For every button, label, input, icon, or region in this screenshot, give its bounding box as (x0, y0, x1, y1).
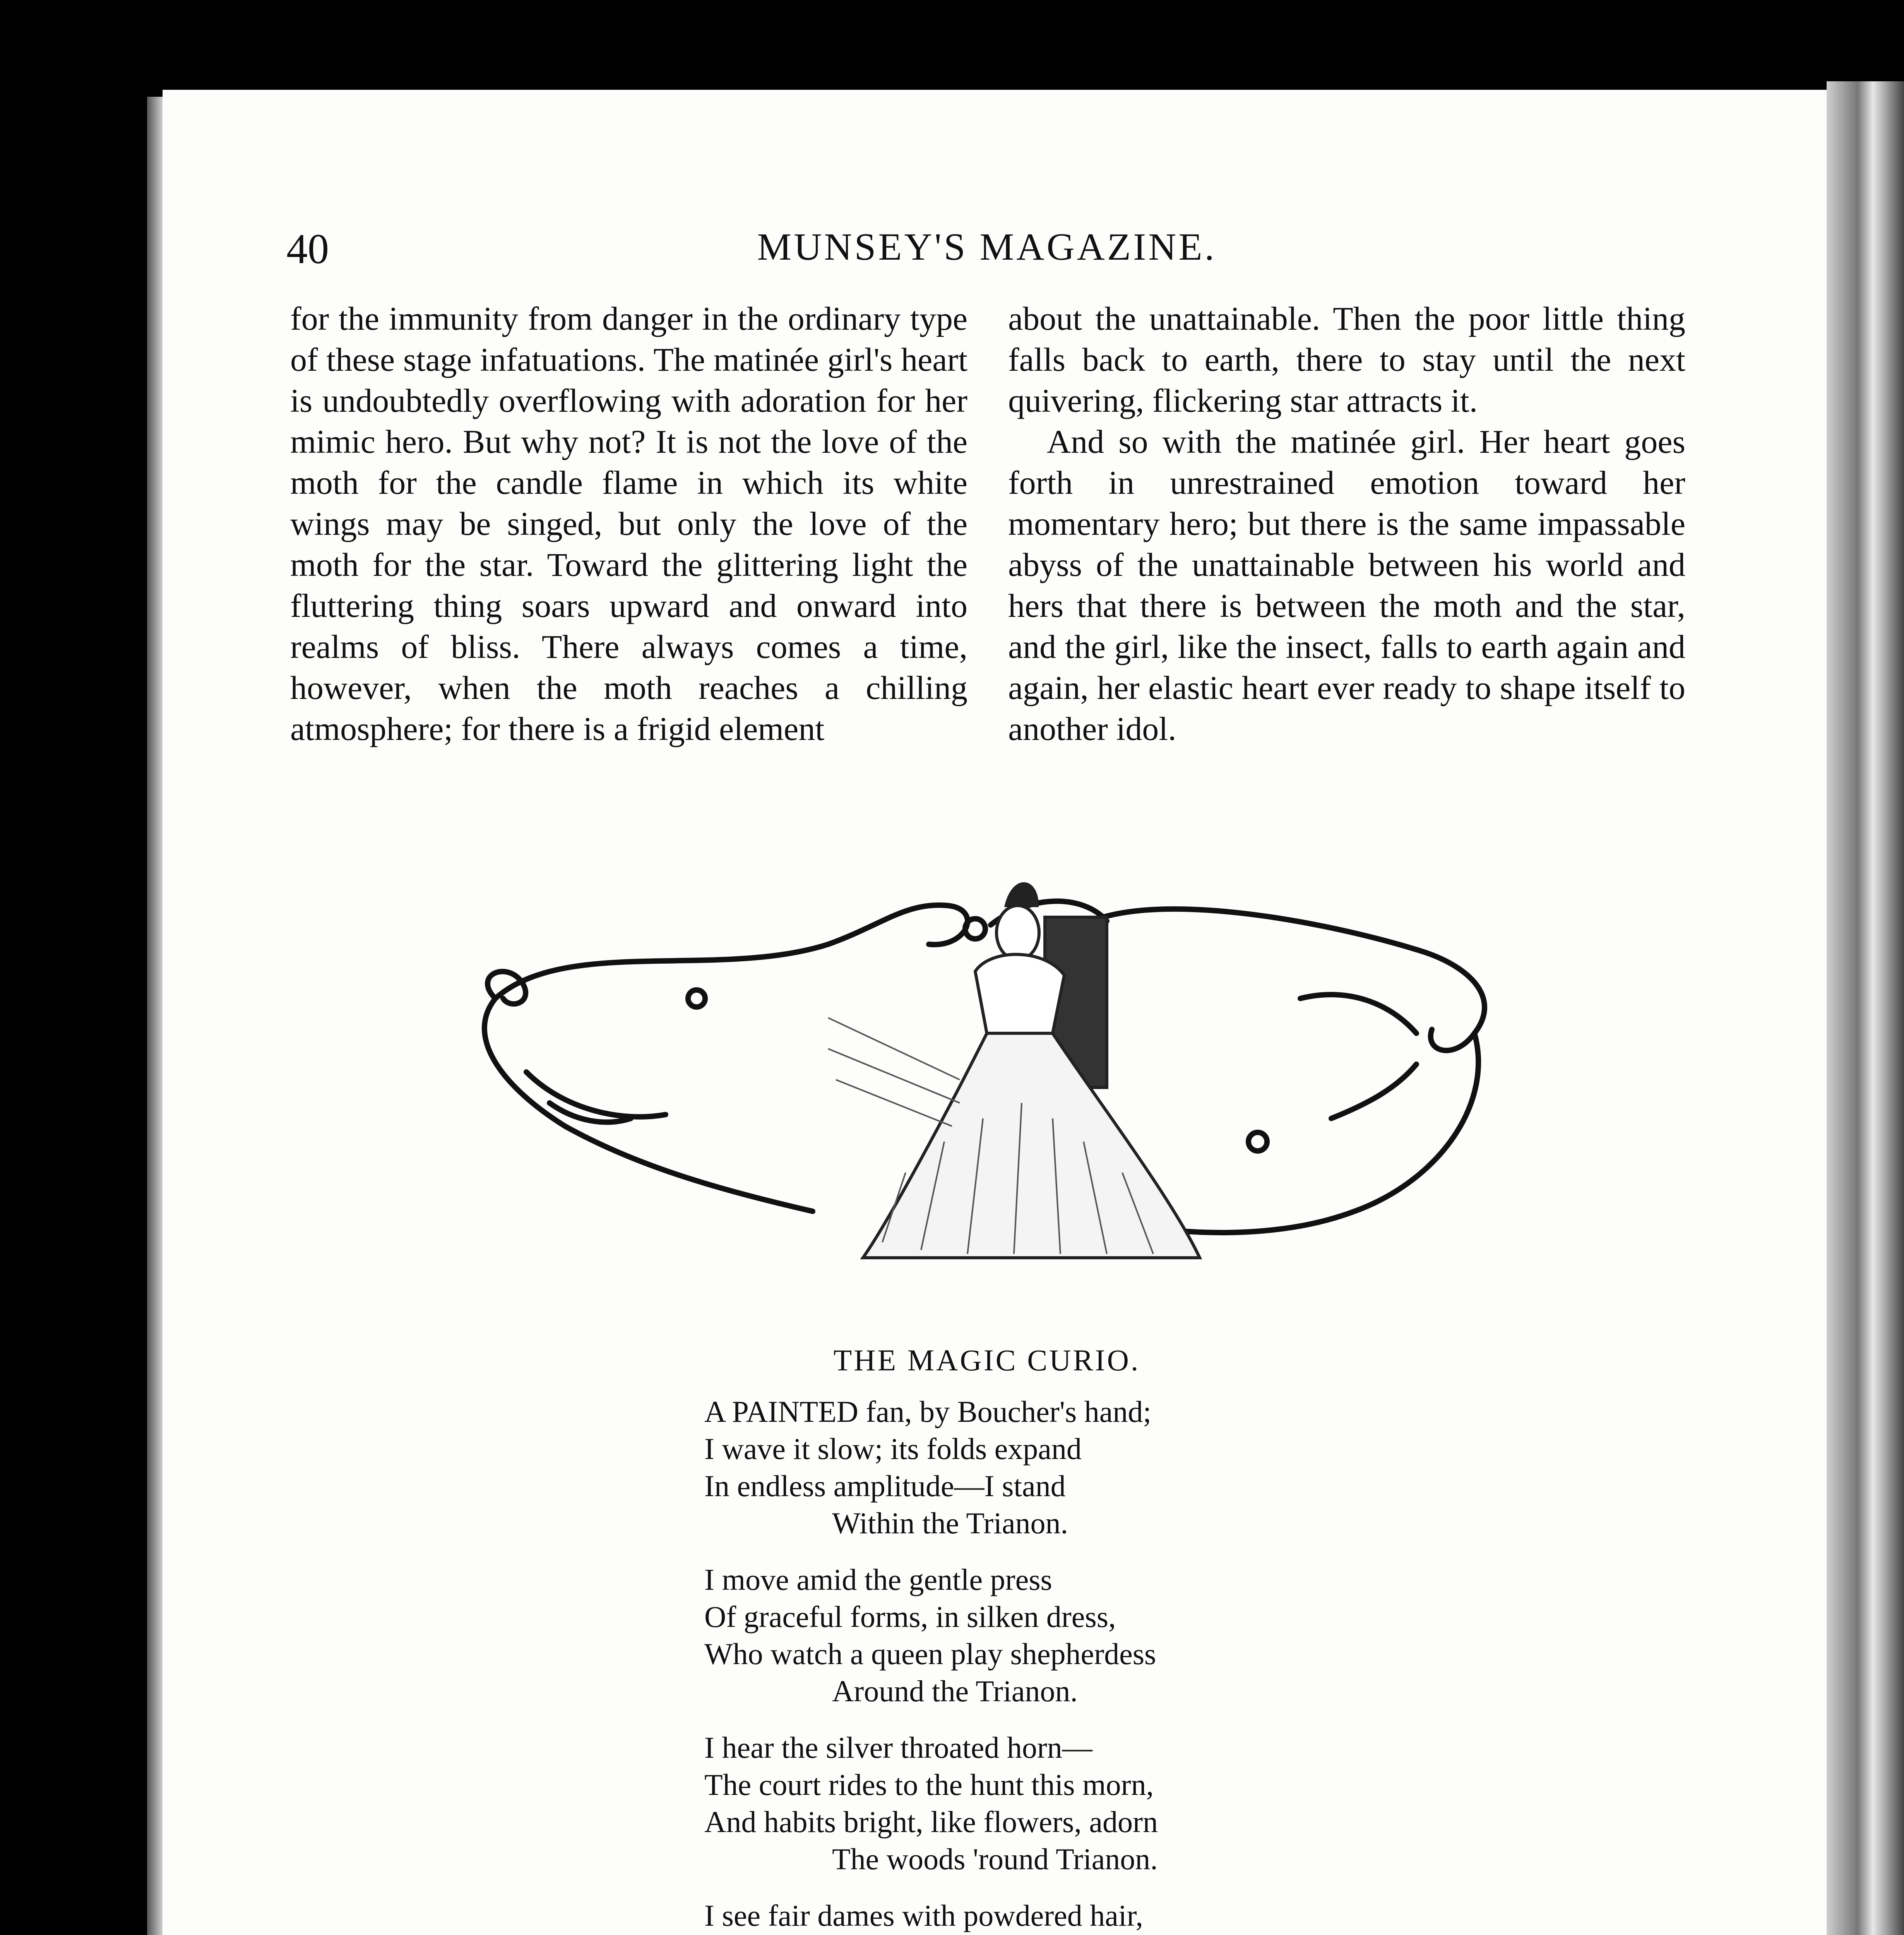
poem-line (704, 1393, 1478, 1430)
article-right-column (1008, 298, 1685, 749)
article-left-column (290, 298, 967, 749)
poem-stanza (704, 1393, 1478, 1542)
poem-refrain: The woods 'round Trianon. (832, 1842, 1158, 1876)
article-paragraph: for the immunity from danger in the ordinary type of these stage infatuations. The matinée girl's heart is undoubtedly overflowing with adoration for her mimic hero. But why not? It is not the love of the moth for the candle flame in which its white wings may be singed, but only the love of the moth for the star. Toward the glittering light the fluttering thing soars upward and onward into realms of bliss. There always comes a time, however, when the moth reaches a chilling atmosphere; for there is a frigid element (290, 300, 967, 747)
running-head: MUNSEY'S MAGAZINE. (757, 225, 1217, 268)
poem-line: I see fair dames with powdered hair, (704, 1899, 1143, 1932)
article-paragraph: And so with the matinée girl. Her heart goes forth in unrestrained emotion toward her momentary hero; but there is the same impassable abyss of the unattainable between his world and hers that there is between the moth and the star, and the girl, like the insect, falls to earth again and again, her elastic heart ever ready to shape itself to another idol. (1008, 423, 1685, 747)
article-paragraph: about the unattainable. Then the poor little thing falls back to earth, there to stay until the next quivering, flickering star attracts it. (1008, 300, 1685, 419)
poem-stanza (704, 1729, 1478, 1878)
poem-line: Who watch a queen play shepherdess (704, 1637, 1156, 1671)
poem-line: In endless amplitude—I stand (704, 1469, 1066, 1503)
poem-line: Of graceful forms, in silken dress, (704, 1600, 1116, 1634)
poem-line-opening: A PAINTED (704, 1395, 858, 1428)
poem-line: I hear the silver throated horn— (704, 1731, 1092, 1764)
page-number: 40 (286, 225, 329, 272)
poem-line: I wave it slow; its folds expand (704, 1432, 1082, 1466)
poem (704, 1393, 1478, 1935)
poem-line: The court rides to the hunt this morn, (704, 1768, 1154, 1801)
poem-title: THE MAGIC CURIO. (833, 1343, 1140, 1377)
poem-stanza (704, 1897, 1478, 1935)
seated-lady-in-rococo-frame-icon (449, 871, 1525, 1281)
poem-refrain: Around the Trianon. (832, 1674, 1078, 1708)
page-edge-right (1827, 81, 1904, 1935)
poem-line: I move amid the gentle press (704, 1563, 1052, 1596)
poem-stanza (704, 1561, 1478, 1710)
page-edge-left (147, 97, 163, 1935)
poem-line-rest: fan, by Boucher's hand; (858, 1395, 1152, 1428)
poem-refrain: Within the Trianon. (832, 1506, 1068, 1540)
poem-line: And habits bright, like flowers, adorn (704, 1805, 1158, 1839)
